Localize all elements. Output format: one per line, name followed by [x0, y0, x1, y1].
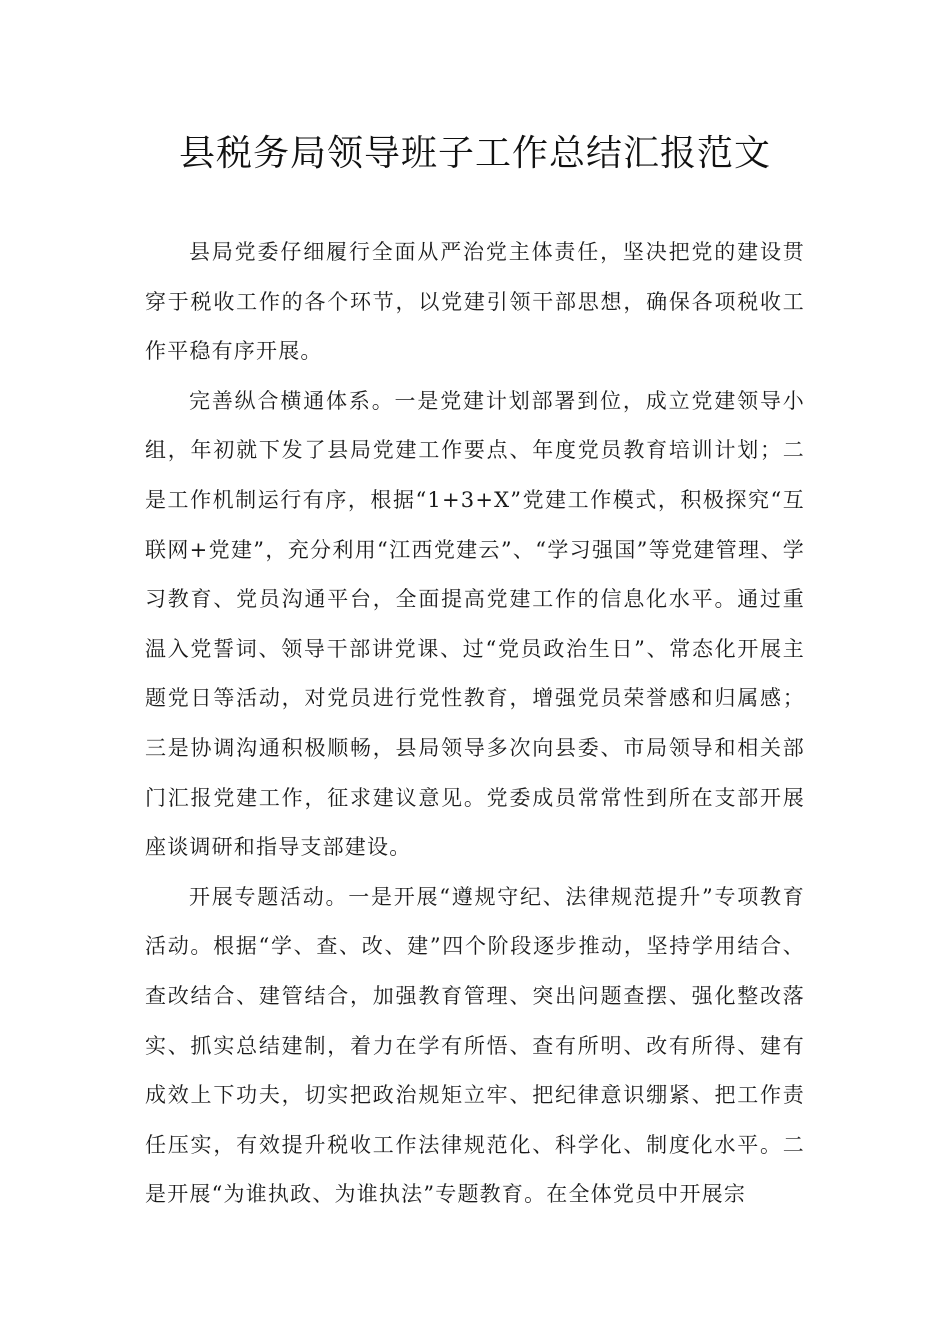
paragraph-intro: 县局党委仔细履行全面从严治党主体责任，坚决把党的建设贯穿于税收工作的各个环节，以党建引领干部思想，确保各项税收工作平稳有序开展。 — [145, 240, 805, 364]
paragraph-system: 完善纵合横通体系。一是党建计划部署到位，成立党建领导小组，年初就下发了县局党建工作要点、年度党员教育培训计划；二是工作机制运行有序，根据“1+3+X”党建工作模式，积极探究“互联网+党建”，充分利用“江西党建云”、“学习强国”等党建管理、学习教育、党员沟通平台，全面提高党建工作的信息化水平。通过重温入党誓词、领导干部讲党课、过“党员政治生日”、常态化开展主题党日等活动，对党员进行党性教育，增强党员荣誉感和归属感；三是协调沟通积极顺畅，县局领导多次向县委、市局领导和相关部门汇报党建工作，征求建议意见。党委成员常常性到所在支部开展座谈调研和指导支部建设。 — [145, 388, 805, 860]
paragraph-activities: 开展专题活动。一是开展“遵规守纪、法律规范提升”专项教育活动。根据“学、查、改、建”四个阶段逐步推动，坚持学用结合、查改结合、建管结合，加强教育管理、突出问题查摆、强化整改落实、抓实总结建制，着力在学有所悟、查有所明、改有所得、建有成效上下功夫，切实把政治规矩立牢、把纪律意识绷紧、把工作责任压实，有效提升税收工作法律规范化、科学化、制度化水平。二是开展“为谁执政、为谁执法”专题教育。在全体党员中开展宗 — [145, 884, 805, 1207]
document-body — [145, 228, 805, 1220]
document-title: 县税务局领导班子工作总结汇报范文 — [178, 133, 771, 174]
